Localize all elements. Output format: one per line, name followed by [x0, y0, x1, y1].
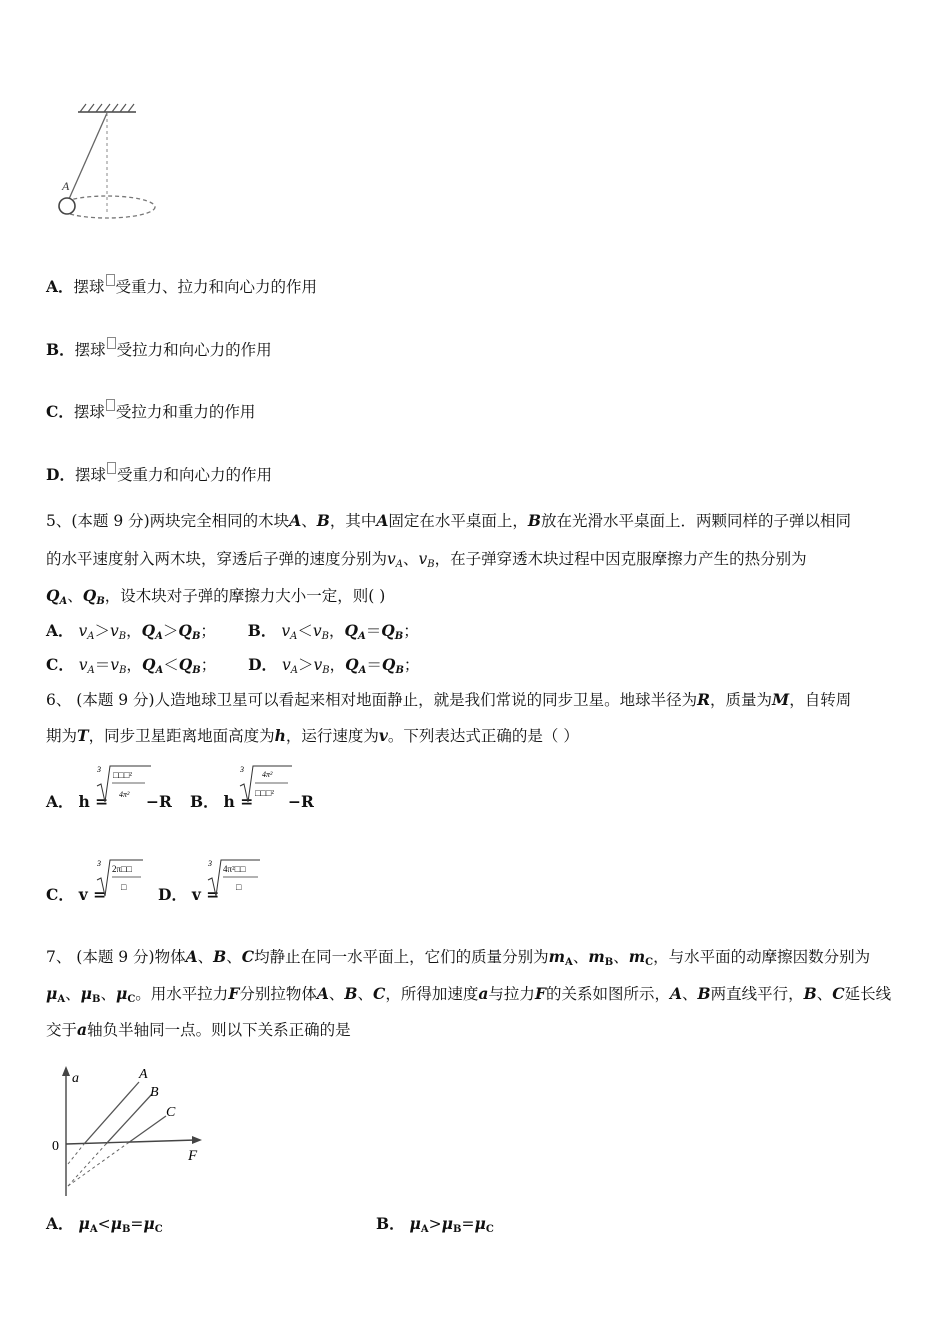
- q7-graph: [44, 1060, 214, 1202]
- q4-option-d[interactable]: D．摆球 受重力和向心力的作用: [46, 462, 272, 486]
- svg-text:4π²: 4π²: [262, 770, 273, 779]
- q5-option-a[interactable]: A．: [46, 621, 74, 640]
- q6-option-c[interactable]: C． v =: [46, 885, 107, 904]
- svg-text:3: 3: [240, 765, 244, 774]
- svg-text:3: 3: [97, 859, 101, 868]
- svg-text:4π²: 4π²: [119, 790, 130, 799]
- q5-line-1: 5、(本题 9 分)两块完全相同的木块A、B，其中A固定在水平桌面上，B放在光滑水平桌面上．两颗同样的子弹以相同: [46, 511, 852, 530]
- q7-line-2: $\mu_A$、$\mu_B$、$\mu_C$。用水平拉力F分别拉物体A、B、C，所得加速度a与拉力F的关系如图所示，A、B两直线平行，B、C延长线: [46, 984, 892, 1005]
- q6-radical-c: [95, 856, 147, 900]
- svg-text:□□□²: □□□²: [113, 770, 133, 780]
- q7-line-3: 交于a轴负半轴同一点。则以下关系正确的是: [46, 1020, 351, 1039]
- q7-option-b[interactable]: B． $\mu_A>\mu_B=\mu_C$: [376, 1214, 494, 1235]
- q6-a-minus-r: −R: [146, 792, 172, 811]
- q4-option-c[interactable]: C．摆球 受拉力和重力的作用: [46, 399, 255, 423]
- svg-text:□: □: [121, 882, 127, 892]
- graph-line-b-label: B: [150, 1085, 159, 1100]
- svg-text:3: 3: [97, 765, 101, 774]
- q7-line-1: 7、 (本题 9 分)物体A、B、C均静止在同一水平面上，它们的质量分别为$m_A$、$m_B$、$m_C$，与水平面的动摩擦因数分别为: [46, 947, 871, 968]
- graph-axis-y-label: a: [72, 1071, 79, 1086]
- pendulum-figure: [50, 100, 170, 225]
- q5-line-3: QA、QB，设木块对子弹的摩擦力大小一定，则( ): [46, 586, 386, 607]
- svg-text:□: □: [236, 882, 242, 892]
- q6-option-a[interactable]: A． h =: [46, 792, 109, 811]
- q6-radical-a: [95, 762, 153, 806]
- q4-option-a[interactable]: A．摆球 受重力、拉力和向心力的作用: [46, 274, 317, 298]
- q5-options-ab: A． vA＞vB，QA＞QB； B． vA＜vB，QA＝QB；: [46, 621, 419, 642]
- svg-text:2π□□: 2π□□: [112, 864, 132, 874]
- q5-option-c[interactable]: C．: [46, 655, 74, 674]
- q5-option-d[interactable]: D．: [248, 655, 278, 674]
- svg-text:4π²□□: 4π²□□: [223, 864, 246, 874]
- q6-b-minus-r: −R: [288, 792, 314, 811]
- ball-label: A: [62, 179, 70, 193]
- q5-option-b[interactable]: B．: [247, 621, 277, 640]
- q6-option-b[interactable]: B． h =: [190, 792, 254, 811]
- q7-option-a[interactable]: A． $\mu_A<\mu_B=\mu_C$: [46, 1214, 163, 1235]
- q5-line-2: 的水平速度射入两木块，穿透后子弹的速度分别为vA、vB，在子弹穿透木块过程中因克服摩擦力产生的热分别为: [46, 550, 807, 570]
- graph-axis-x-label: F: [188, 1148, 198, 1164]
- svg-text:3: 3: [208, 859, 212, 868]
- graph-origin-label: 0: [52, 1139, 59, 1154]
- q6-line-2: 期为T，同步卫星距离地面高度为h，运行速度为v。下列表达式正确的是（ ）: [46, 726, 579, 745]
- q6-option-d[interactable]: D． v =: [158, 885, 220, 904]
- svg-text:□□□²: □□□²: [255, 788, 275, 798]
- q5-options-cd: C． vA＝vB，QA＜QB； D． vA＞vB，QA＝QB；: [46, 655, 420, 676]
- q6-radical-d: [206, 856, 264, 900]
- graph-line-c-label: C: [166, 1105, 176, 1120]
- graph-line-a-label: A: [139, 1067, 148, 1082]
- q4-option-b[interactable]: B．摆球 受拉力和向心力的作用: [46, 337, 272, 361]
- q6-line-1: 6、 (本题 9 分)人造地球卫星可以看起来相对地面静止，就是我们常说的同步卫星。地球半径为R，质量为M，自转周: [46, 690, 852, 709]
